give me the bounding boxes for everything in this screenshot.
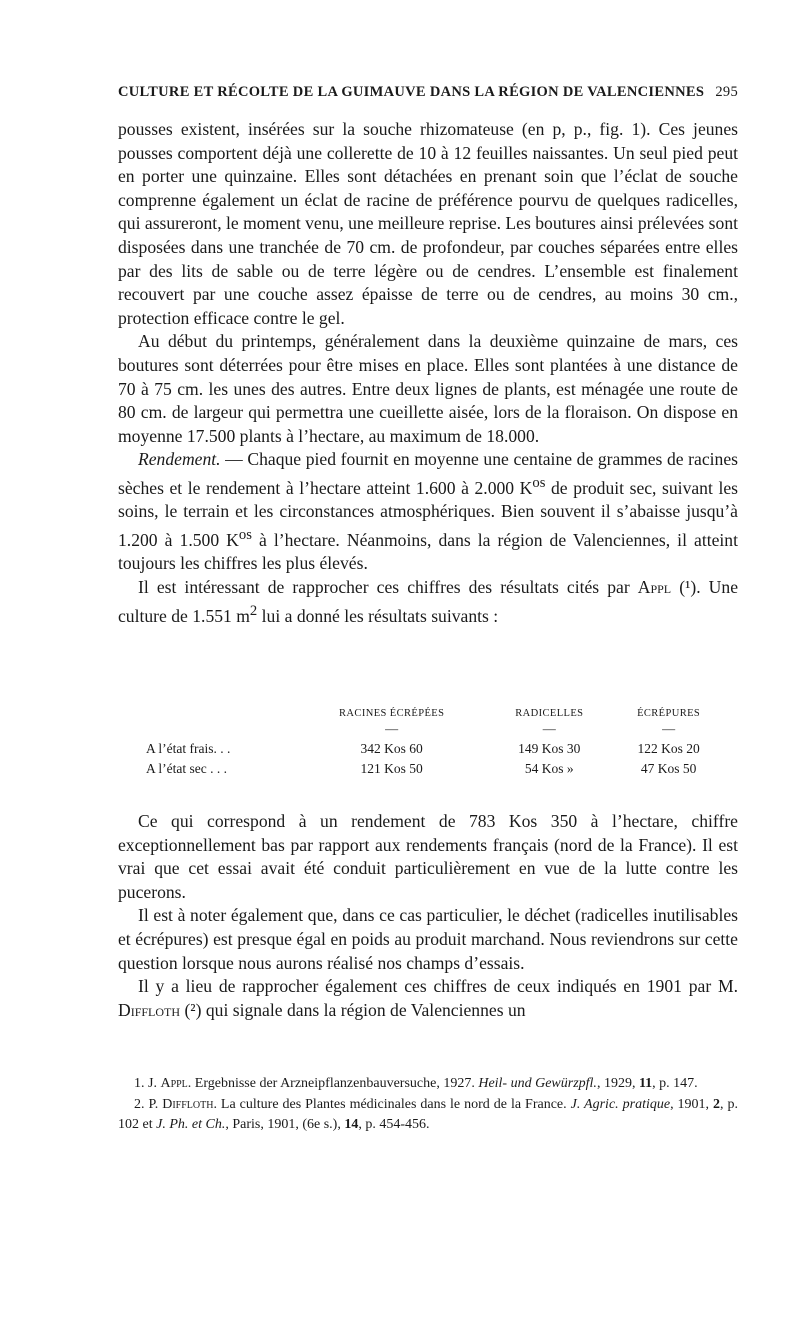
table-dash: — — [662, 721, 676, 736]
table-cell: 122 Kos 20 — [637, 741, 700, 756]
appl-text-1: Il est intéressant de rapprocher ces chiffres des résultats cités par — [138, 577, 638, 597]
paragraph-correspond: Ce qui correspond à un rendement de 783 Kos 350 à l’hectare, chiffre exceptionnellement bas par rapport aux rendements français (nord de la France). Il est vrai que cet essai avait été conduit particulièrement en vue de la lutte contre les pucerons. — [118, 811, 738, 902]
rendement-text-3: à l’hectare. Néanmoins, dans la région de Valenciennes, il atteint toujours les chiffres les plus élevés. — [118, 529, 738, 574]
footnote-1 — [118, 1074, 738, 1095]
footnote-journal: Heil- und Gewürzpfl. — [478, 1076, 597, 1091]
diffloth-author: Diffloth — [118, 999, 181, 1020]
footnote-text: . Ergebnisse der Arzneipflanzenbauversuche, 1927. — [187, 1076, 479, 1091]
diffloth-text-1: Il y a lieu de rapprocher également ces chiffres de ceux indiqués en 1901 par M. — [138, 976, 738, 997]
table-row-label: A l’état frais. . . — [146, 741, 231, 756]
footnote-text: , p. 147. — [652, 1076, 698, 1091]
diffloth-text-2: qui signale dans la région de Valenciennes un — [201, 999, 526, 1020]
table-header-radicelles: RADICELLES — [515, 708, 584, 719]
paragraph-appl — [118, 576, 738, 628]
footnote-text: , p. 454-456. — [358, 1117, 430, 1132]
rendement-sup-2: os — [238, 526, 252, 543]
footnote-journal: J. Ph. et Ch. — [156, 1117, 226, 1132]
table-dash-row — [146, 719, 726, 739]
page-header — [118, 84, 738, 101]
table-header-racines: RACINES ÉCRÉPÉES — [339, 708, 445, 719]
footnote-journal: J. Agric. pratique — [570, 1096, 671, 1112]
table-dash: — — [385, 721, 399, 736]
table-row — [146, 739, 726, 759]
rendement-text-2: de produit sec, suivant les soins, le terrain et les circonstances atmosphériques. Bien souvent il s’abaisse jusqu’à 1.200 à 1.500 K — [118, 477, 738, 550]
footnotes — [118, 1074, 738, 1136]
appl-text-2: . Une culture de 1.551 m — [118, 577, 738, 626]
appl-text-3: lui a donné les résultats suivants : — [257, 605, 499, 626]
footnote-text: , p. 102 et — [118, 1096, 739, 1132]
running-title: CULTURE ET RÉCOLTE DE LA GUIMAUVE DANS LA RÉGION DE VALENCIENNES — [118, 84, 705, 100]
paragraph-printemps: Au début du printemps, généralement dans la deuxième quinzaine de mars, ces boutures sont déterrées pour être mises en place. Elles sont plantées à une distance de 70 à 75 cm. les unes des autres. Entre deux lignes de plants, est ménagée une route de 80 cm. de largeur qui permettra une cueillette aisée, lors de la floraison. On dispose en moyenne 17.500 plants à l’hectare, au maximum de 18.000. — [118, 331, 738, 446]
footnote-text: , Paris, 1901, (6e s.), — [225, 1117, 345, 1132]
footnote-text: . La culture des Plantes médicinales dans le nord de la France. — [213, 1096, 571, 1112]
footnote-author: Diffloth — [162, 1096, 214, 1112]
footnote-text: , 1901, — [670, 1096, 714, 1112]
footnote-volume: 2 — [713, 1096, 721, 1112]
paragraph-diffloth — [118, 975, 738, 1022]
rendement-sup-1: os — [532, 474, 546, 491]
footnote-text: , 1929, — [596, 1076, 639, 1091]
paragraph-boutures: pousses existent, insérées sur la souche rhizomateuse (en p, p., fig. 1). Ces jeunes pousses comportent déjà une collerette de 10 à 12 feuilles naissantes. Un seul pied peut en porter une quinzaine. Elles sont détachées en prenant soin que l’éclat de souche comprenne également un éclat de racine de préférence pourvu de quelques radicelles, qui assureront, le moment venu, une meilleure reprise. Les boutures ainsi prélevées sont disposées dans une tranchée de 70 cm. de profondeur, par couches séparées entre elles par des lits de sable ou de terre légère ou de cendres. L’ensemble est finalement recouvert par une couche assez épaisse de terre ou de cendres, au moins 30 cm., protection efficace contre le gel. — [118, 119, 738, 328]
table-cell: 121 Kos 50 — [360, 761, 423, 776]
rendement-text-1: — Chaque pied fournit en moyenne une centaine de grammes de racines sèches et le rendement à l’hectare atteint 1.600 à 2.000 K — [118, 449, 738, 498]
appl-author: Appl — [637, 577, 672, 597]
table-dash-empty — [146, 719, 296, 739]
table-dash: — — [542, 721, 556, 736]
table-row — [146, 759, 726, 779]
table-cell: 342 Kos 60 — [360, 741, 423, 756]
rendement-heading: Rendement. — [138, 449, 221, 470]
table-header-label — [146, 708, 296, 719]
paragraph-rendement — [118, 448, 738, 576]
footnote-author: Appl — [160, 1076, 188, 1091]
main-text-top — [118, 118, 738, 628]
diffloth-footnote-ref: (²) — [184, 999, 202, 1020]
appl-footnote-ref: (¹) — [679, 577, 697, 597]
footnote-volume: 14 — [344, 1117, 359, 1132]
footnote-volume: 11 — [638, 1076, 653, 1091]
main-text-bottom — [118, 810, 738, 1022]
paragraph-dechet: Il est à noter également que, dans ce cas particulier, le déchet (radicelles inutilisables et écrépures) est presque égal en poids au produit marchand. Nous reviendrons sur cette question lorsque nous aurons réalisé nos champs d’essais. — [118, 905, 738, 973]
table-cell: 149 Kos 30 — [518, 741, 581, 756]
footnote-2 — [118, 1095, 738, 1136]
table-header-row — [146, 708, 726, 719]
table-cell: 54 Kos » — [524, 761, 574, 776]
footnote-number: 2. P. — [134, 1096, 163, 1112]
table-cell: 47 Kos 50 — [640, 761, 697, 776]
page-number: 295 — [715, 84, 738, 100]
table-row-label: A l’état sec . . . — [146, 761, 227, 776]
appl-sup: 2 — [249, 602, 258, 619]
table-header-ecrepures: ÉCRÉPURES — [637, 708, 701, 719]
results-table — [146, 708, 726, 779]
footnote-number: 1. J. — [134, 1076, 161, 1091]
